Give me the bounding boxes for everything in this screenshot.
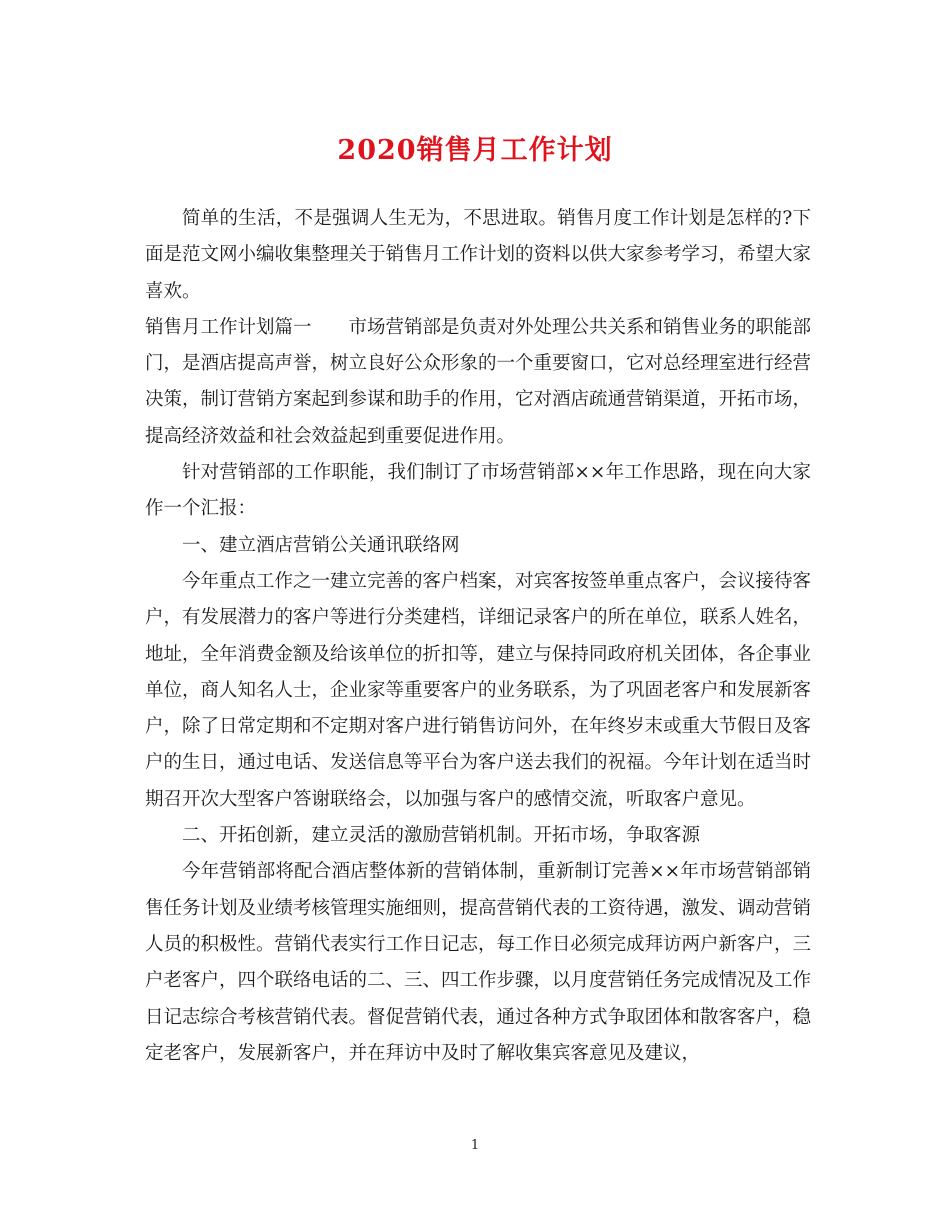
document-title: 2020销售月工作计划 <box>337 135 613 166</box>
document-body <box>145 201 811 1072</box>
paragraph-customer-files: 今年重点工作之一建立完善的客户档案，对宾客按签单重点客户，会议接待客户，有发展潜力的客户等进行分类建档，详细记录客户的所在单位，联系人姓名，地址，全年消费金额及给该单位的折扣等，建立与保持同政府机关团体，各企事业单位，商人知名人士，企业家等重要客户的业务联系，为了巩固老客户和发展新客户，除了日常定期和不定期对客户进行销售访问外，在年终岁末或重大节假日及客户的生日，通过电话、发送信息等平台为客户送去我们的祝福。今年计划在适当时期召开次大型客户答谢联络会，以加强与客户的感情交流，听取客户意见。 <box>145 570 812 810</box>
section-heading-2: 二、开拓创新，建立灵活的激励营销机制。开拓市场，争取客源 <box>182 825 701 847</box>
paragraph-intro: 简单的生活，不是强调人生无为，不思进取。销售月度工作计划是怎样的?下面是范文网小编收集整理关于销售月工作计划的资料以供大家参考学习，希望大家喜欢。 <box>145 208 812 302</box>
paragraph-work-report: 针对营销部的工作职能，我们制订了市场营销部××年工作思路，现在向大家作一个汇报： <box>145 462 811 520</box>
section-heading-1: 一、建立酒店营销公关通讯联络网 <box>182 534 460 556</box>
paragraph-sales-mechanism: 今年营销部将配合酒店整体新的营销体制，重新制订完善××年市场营销部销售任务计划及业绩考核管理实施细则，提高营销代表的工资待遇，激发、调动营销人员的积极性。营销代表实行工作日记志，每工作日必须完成拜访两户新客户，三户老客户，四个联络电话的二、三、四工作步骤，以月度营销任务完成情况及工作日记志综合考核营销代表。督促营销代表，通过各种方式争取团体和散客客户，稳定老客户，发展新客户，并在拜访中及时了解收集宾客意见及建议， <box>145 861 812 1064</box>
page-number: 1 <box>470 1138 480 1153</box>
paragraph-plan-one: 销售月工作计划篇一 市场营销部是负责对外处理公共关系和销售业务的职能部门，是酒店提高声誉，树立良好公众形象的一个重要窗口，它对总经理室进行经营决策，制订营销方案起到参谋和助手的作用，它对酒店疏通营销渠道，开拓市场，提高经济效益和社会效益起到重要促进作用。 <box>145 316 812 447</box>
